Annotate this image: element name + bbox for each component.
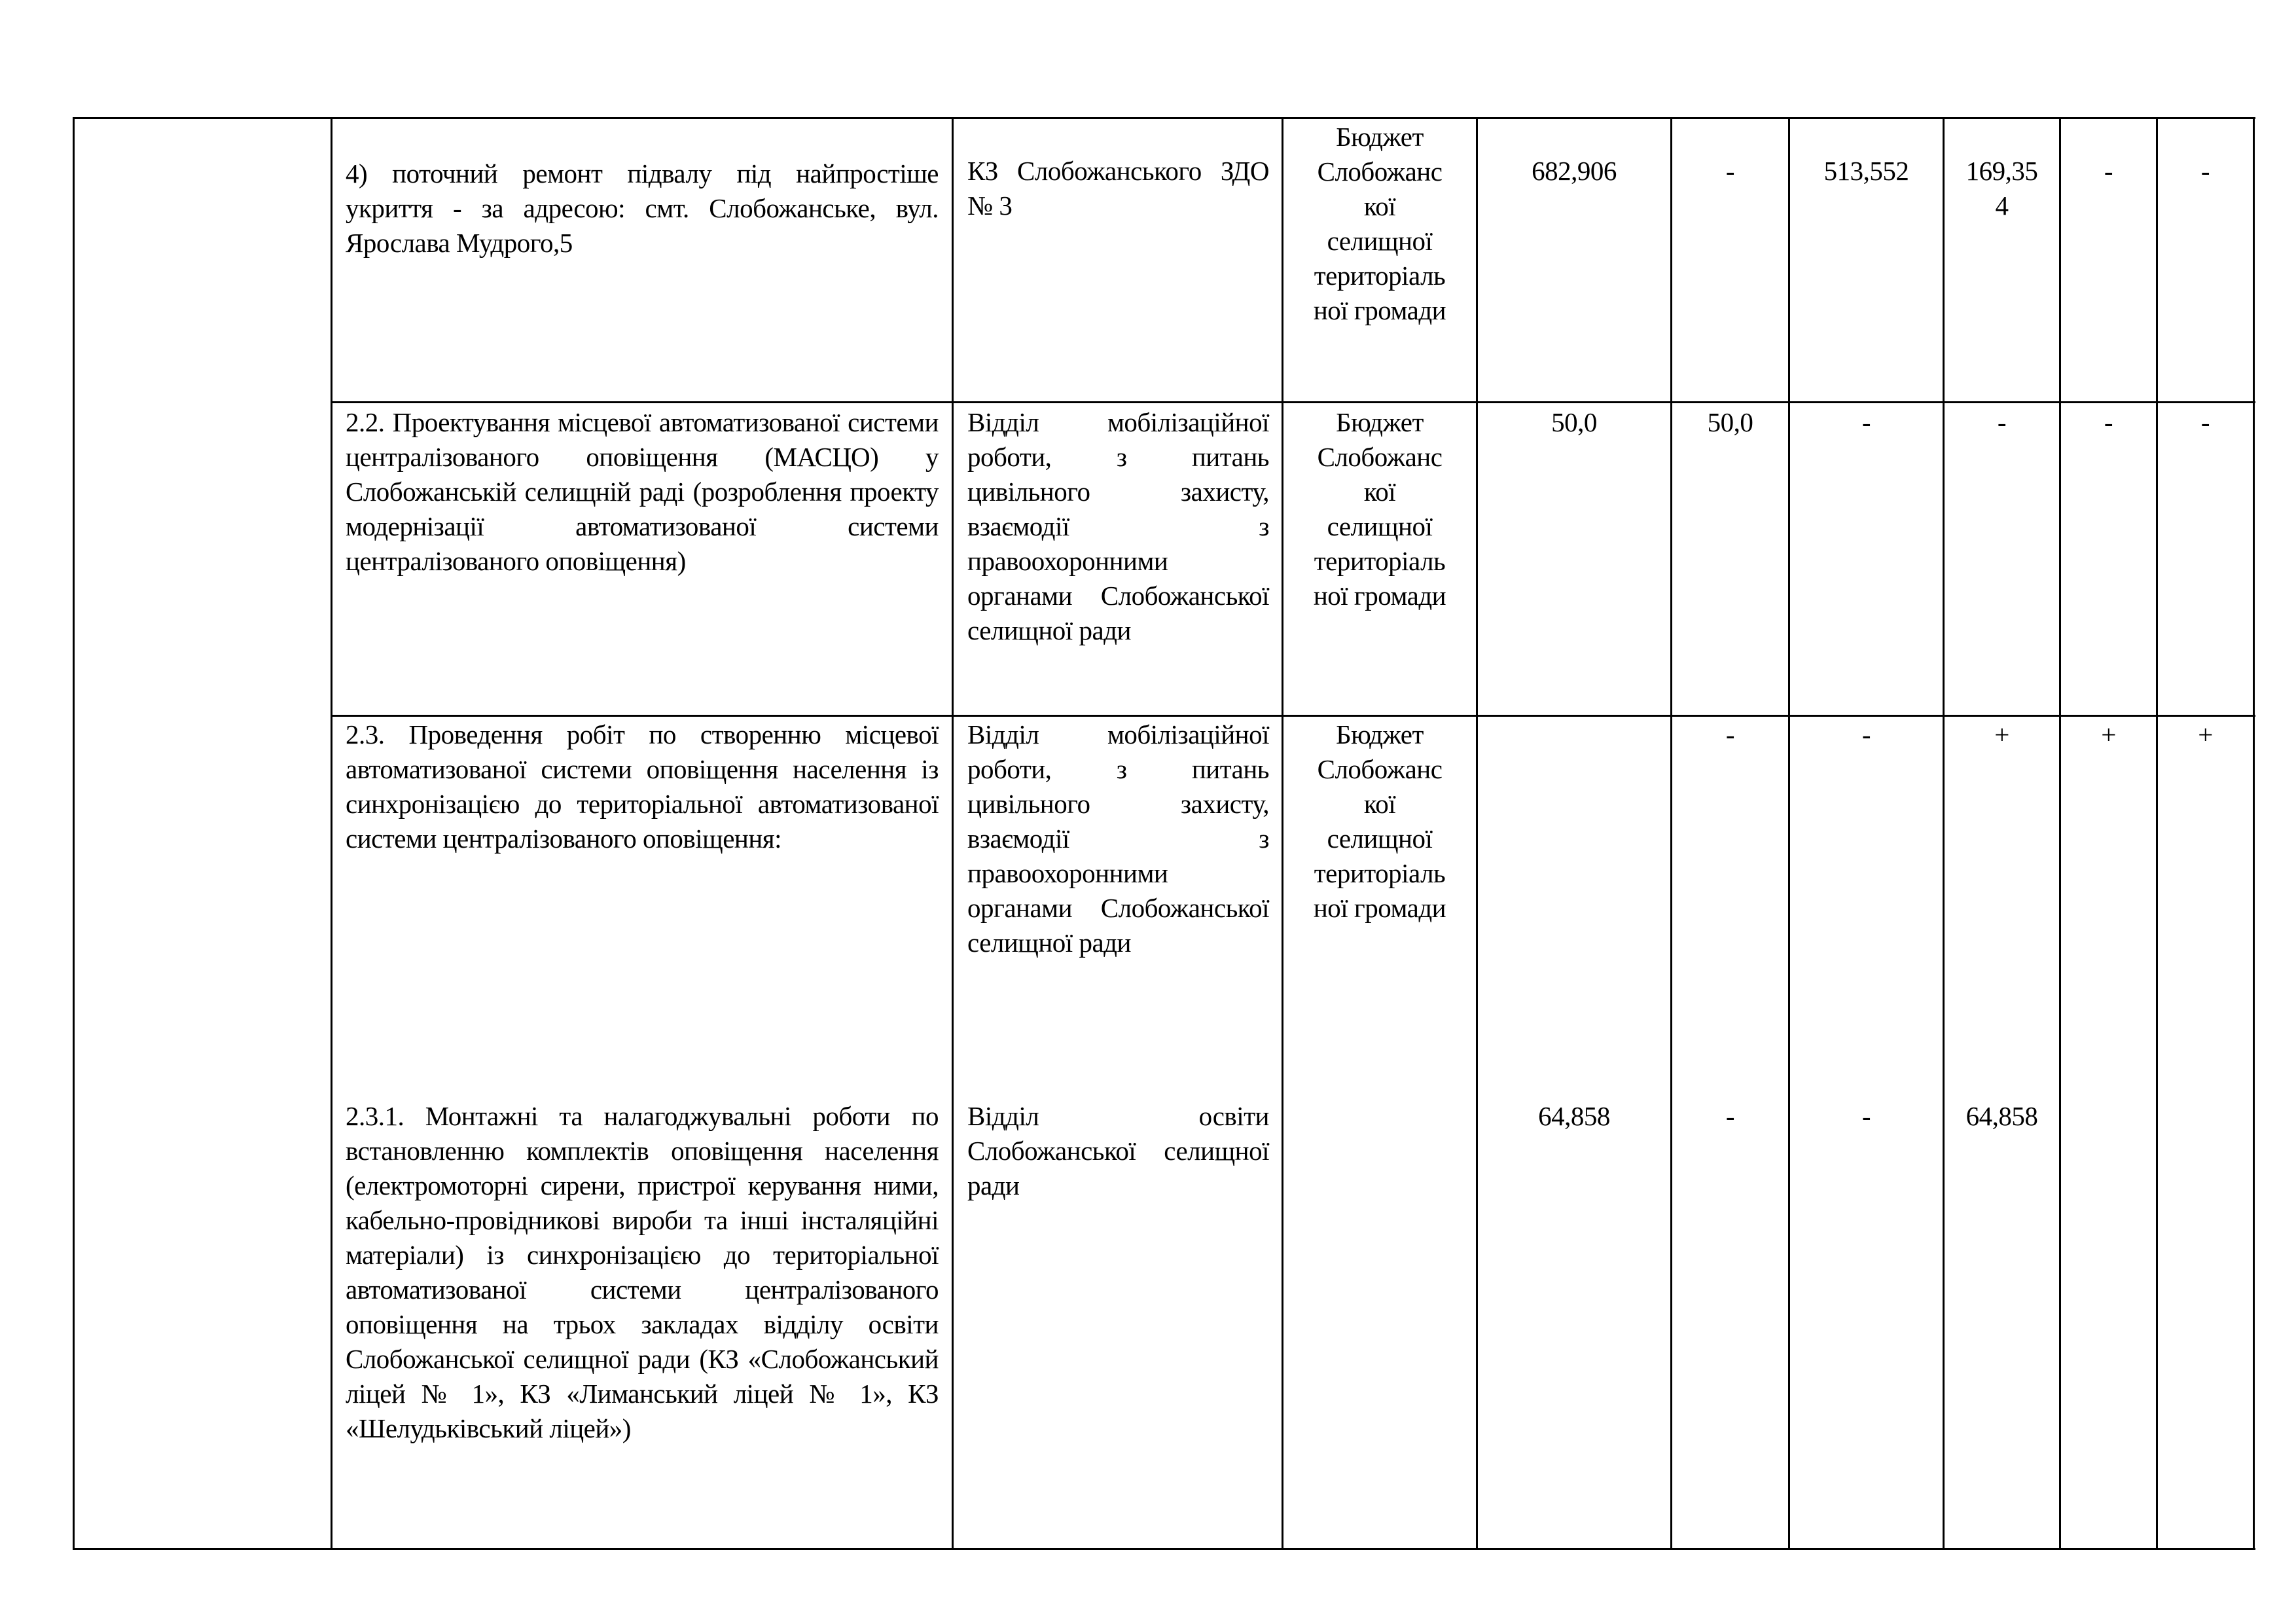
col-divider	[2059, 117, 2061, 1550]
col-divider	[1943, 117, 1945, 1550]
measure-description: 2.3. Проведення робіт по створенню місцевої автоматизованої системи оповіщення населення із синхронізацією до територіальної автоматизованої системи централізованого оповіщення:	[346, 719, 939, 854]
row-divider	[331, 401, 2255, 403]
value-year-3: 64,858	[1965, 1101, 2038, 1131]
value-total: 64,858	[1538, 1101, 1610, 1131]
funding-source: Бюджет Слобожанс кої селищної територіаль ної громади	[1313, 407, 1446, 611]
responsible-party: Відділ освіти Слобожанської селищної ради	[967, 1101, 1269, 1200]
value-year-4: +	[2101, 719, 2116, 749]
value-year-2: 513,552	[1823, 156, 1909, 186]
col-divider	[1670, 117, 1672, 1550]
value-year-2: -	[1861, 407, 1871, 437]
value-total: 50,0	[1551, 407, 1597, 437]
col-divider	[952, 117, 954, 1550]
col-divider	[1788, 117, 1790, 1550]
col-divider	[2253, 117, 2255, 1550]
responsible-party: Відділ мобілізаційної роботи, з питань цивільного захисту, взаємодії з правоохоронними органами Слобожанської селищної ради	[967, 407, 1269, 645]
value-year-4: -	[2104, 407, 2113, 437]
table-border-top	[73, 117, 2255, 119]
value-year-2: -	[1861, 719, 1871, 749]
value-year-3: 169,35 4	[1965, 156, 2038, 221]
value-year-3: -	[1997, 407, 2007, 437]
value-total: 682,906	[1532, 156, 1617, 186]
col-divider	[2156, 117, 2158, 1550]
col-divider	[1476, 117, 1478, 1550]
measure-description: 2.2. Проектування місцевої автоматизованої системи централізованого оповіщення (МАСЦО) у Слобожанській селищній раді (розроблення проекту модернізації автоматизованої системи централізованого оповіщення)	[346, 407, 939, 576]
value-year-2: -	[1861, 1101, 1871, 1131]
measure-description: 4) поточний ремонт підвалу під найпростіше укриття - за адресою: смт. Слобожанське, вул. Ярослава Мудрого,5	[346, 158, 939, 258]
col-divider	[73, 117, 75, 1550]
value-year-5: -	[2200, 407, 2210, 437]
value-year-5: -	[2200, 156, 2210, 186]
value-year-1: -	[1725, 719, 1735, 749]
responsible-party: КЗ Слобожанського ЗДО № 3	[967, 156, 1269, 221]
measure-description: 2.3.1. Монтажні та налагоджувальні роботи по встановленню комплектів оповіщення населення (електромоторні сирени, пристрої керування ними, кабельно-провідникові вироби та інші інсталяційні матеріали) із синхронізацією до територіальної автоматизованої системи централізованого оповіщення на трьох закладах відділу освіти Слобожанської селищної ради (КЗ «Слобожанський ліцей № 1», КЗ «Лиманський ліцей № 1», КЗ «Шелудьківський ліцей»)	[346, 1101, 939, 1443]
col-divider	[331, 117, 332, 1550]
value-year-1: 50,0	[1707, 407, 1753, 437]
value-year-4: -	[2104, 156, 2113, 186]
funding-source: Бюджет Слобожанс кої селищної територіаль ної громади	[1313, 122, 1446, 325]
value-year-1: -	[1725, 1101, 1735, 1131]
value-year-5: +	[2198, 719, 2213, 749]
table-border-bottom	[73, 1548, 2255, 1550]
responsible-party: Відділ мобілізаційної роботи, з питань цивільного захисту, взаємодії з правоохоронними органами Слобожанської селищної ради	[967, 719, 1269, 958]
value-year-3: +	[1994, 719, 2009, 749]
value-year-1: -	[1725, 156, 1735, 186]
row-divider	[331, 715, 2255, 717]
funding-source: Бюджет Слобожанс кої селищної територіаль ної громади	[1313, 719, 1446, 923]
